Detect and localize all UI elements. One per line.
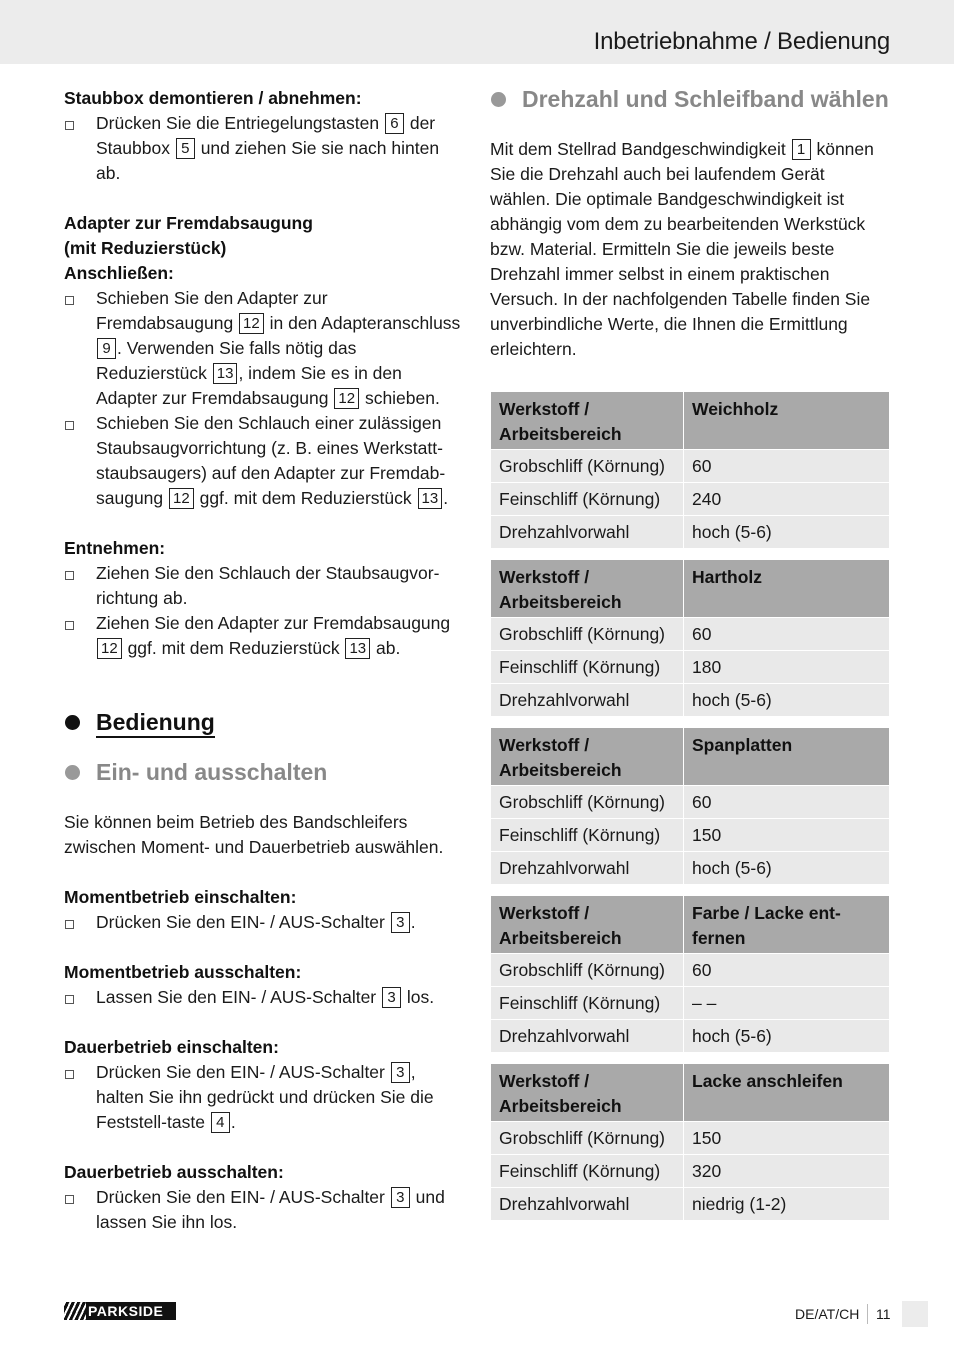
- list-item: Schieben Sie den Adapter zur Fremdabsaugung 12 in den Adapteranschluss 9 . Verwenden Sie falls nötig das Reduzierstück 13 , indem Sie es in den Adapter zur Fremdabsaugung 12 schieben.: [64, 286, 464, 411]
- table-cell: 180: [684, 651, 889, 684]
- material-table: [491, 896, 889, 1053]
- table-cell: niedrig (1-2): [684, 1188, 889, 1221]
- table-header-cell: Werkstoff / Arbeitsbereich: [491, 728, 684, 786]
- list-item: Lassen Sie den EIN- / AUS-Schalter 3 los.: [64, 985, 464, 1010]
- table-row: [491, 987, 889, 1020]
- table-cell: 60: [684, 954, 889, 987]
- table-cell: Feinschliff (Körnung): [491, 651, 684, 684]
- table-cell: Feinschliff (Körnung): [491, 1155, 684, 1188]
- table-header-cell: Lacke anschleifen: [684, 1064, 889, 1122]
- table-row: [491, 651, 889, 684]
- table-row: [491, 786, 889, 819]
- bullet-dot-icon: [65, 765, 80, 780]
- table-cell: Drehzahlvorwahl: [491, 1188, 684, 1221]
- table-header-cell: Spanplatten: [684, 728, 889, 786]
- section-heading-bedienung: Bedienung: [64, 707, 464, 737]
- paragraph: Mit dem Stellrad Bandgeschwindigkeit 1 können Sie die Drehzahl auch bei laufendem Gerät wählen. Die optimale Bandgeschwindigkeit ist abhängig vom dem zu bearbeitenden Werkstück bzw. Material. Ermitteln Sie die jeweils beste Drehzahl immer selbst in einem praktischen Versuch. In der nachfolgenden Tabelle finden Sie unverbindliche Werte, die Ihnen die Ermittlung erleichtern.: [490, 139, 874, 359]
- divider: [867, 1304, 868, 1324]
- part-reference: 13: [345, 638, 370, 659]
- section-heading-drehzahl: Drehzahl und Schleifband wählen: [490, 86, 889, 112]
- part-reference: 3: [382, 987, 401, 1008]
- table-cell: hoch (5-6): [684, 1020, 889, 1053]
- table-cell: 60: [684, 450, 889, 483]
- material-table: [491, 560, 889, 717]
- language-code: DE/AT/CH: [795, 1306, 860, 1322]
- part-reference: 6: [385, 113, 404, 134]
- table-cell: hoch (5-6): [684, 516, 889, 549]
- table-row: [491, 1122, 889, 1155]
- table-row: [491, 1020, 889, 1053]
- table-header-cell: Weichholz: [684, 392, 889, 450]
- page-title: Inbetriebnahme / Bedienung: [593, 28, 890, 55]
- table-cell: Feinschliff (Körnung): [491, 987, 684, 1020]
- table-row: [491, 450, 889, 483]
- table-cell: 320: [684, 1155, 889, 1188]
- table-header-row: [491, 1064, 889, 1122]
- table-row: [491, 1155, 889, 1188]
- table-header-cell: Werkstoff / Arbeitsbereich: [491, 1064, 684, 1122]
- page-tab-marker: [902, 1301, 928, 1327]
- moment-ein-heading: Momentbetrieb einschalten:: [64, 887, 297, 907]
- table-cell: Drehzahlvorwahl: [491, 1020, 684, 1053]
- part-reference: 13: [418, 488, 443, 509]
- section-heading-ein-aus: Ein- und ausschalten: [64, 757, 464, 787]
- table-row: [491, 618, 889, 651]
- bullet-dot-icon: [491, 92, 506, 107]
- table-header-row: [491, 896, 889, 954]
- table-cell: 150: [684, 819, 889, 852]
- table-row: [491, 819, 889, 852]
- material-table: [491, 392, 889, 549]
- table-cell: Grobschliff (Körnung): [491, 1122, 684, 1155]
- list-item: Drücken Sie den EIN- / AUS-Schalter 3 , halten Sie ihn gedrückt und drücken Sie die Feststell-taste 4 .: [64, 1060, 464, 1135]
- list-item: Drücken Sie den EIN- / AUS-Schalter 3 und lassen Sie ihn los.: [64, 1185, 464, 1235]
- table-row: [491, 852, 889, 885]
- table-header-cell: Hartholz: [684, 560, 889, 618]
- part-reference: 13: [213, 363, 238, 384]
- table-header-cell: Farbe / Lacke ent-fernen: [684, 896, 889, 954]
- table-header-cell: Werkstoff / Arbeitsbereich: [491, 560, 684, 618]
- part-reference: 12: [169, 488, 194, 509]
- table-row: [491, 954, 889, 987]
- staubbox-heading: Staubbox demontieren / abnehmen:: [64, 88, 362, 108]
- table-header-row: [491, 392, 889, 450]
- table-cell: hoch (5-6): [684, 684, 889, 717]
- list-item: Ziehen Sie den Schlauch der Staubsaugvor-richtung ab.: [64, 561, 464, 611]
- table-header-cell: Werkstoff / Arbeitsbereich: [491, 896, 684, 954]
- part-reference: 12: [97, 638, 122, 659]
- part-reference: 3: [391, 1062, 410, 1083]
- table-row: [491, 684, 889, 717]
- moment-aus-heading: Momentbetrieb ausschalten:: [64, 962, 302, 982]
- table-header-row: [491, 560, 889, 618]
- brand-logo: PARKSIDE: [64, 1302, 176, 1320]
- table-cell: 150: [684, 1122, 889, 1155]
- part-reference: 5: [176, 138, 195, 159]
- table-cell: – –: [684, 987, 889, 1020]
- left-column: [64, 86, 464, 1235]
- paragraph: Sie können beim Betrieb des Bandschleifers zwischen Moment- und Dauerbetrieb auswählen.: [64, 812, 444, 857]
- part-reference: 12: [334, 388, 359, 409]
- page-number: 11: [876, 1306, 891, 1322]
- dauer-aus-heading: Dauerbetrieb ausschalten:: [64, 1162, 284, 1182]
- list-item: Drücken Sie den EIN- / AUS-Schalter 3 .: [64, 910, 464, 935]
- part-reference: 4: [211, 1112, 230, 1133]
- table-cell: hoch (5-6): [684, 852, 889, 885]
- right-column: [490, 86, 889, 1221]
- table-cell: Grobschliff (Körnung): [491, 954, 684, 987]
- table-cell: Grobschliff (Körnung): [491, 618, 684, 651]
- dauer-ein-heading: Dauerbetrieb einschalten:: [64, 1037, 279, 1057]
- adapter-heading: Adapter zur Fremdabsaugung (mit Reduzierstück) Anschließen:: [64, 213, 313, 283]
- table-header-row: [491, 728, 889, 786]
- material-table: [491, 1064, 889, 1221]
- table-cell: Grobschliff (Körnung): [491, 450, 684, 483]
- logo-stripes-icon: [64, 1302, 86, 1320]
- table-cell: 60: [684, 786, 889, 819]
- table-row: [491, 1188, 889, 1221]
- table-cell: 60: [684, 618, 889, 651]
- table-row: [491, 516, 889, 549]
- table-cell: Drehzahlvorwahl: [491, 516, 684, 549]
- table-row: [491, 483, 889, 516]
- table-cell: Feinschliff (Körnung): [491, 483, 684, 516]
- part-reference: 3: [391, 912, 410, 933]
- bullet-dot-icon: [65, 715, 80, 730]
- table-cell: Grobschliff (Körnung): [491, 786, 684, 819]
- table-header-cell: Werkstoff / Arbeitsbereich: [491, 392, 684, 450]
- part-reference: 12: [239, 313, 264, 334]
- entnehmen-heading: Entnehmen:: [64, 538, 166, 558]
- table-cell: Drehzahlvorwahl: [491, 684, 684, 717]
- part-reference: 9: [97, 338, 116, 359]
- list-item: Ziehen Sie den Adapter zur Fremdabsaugung 12 ggf. mit dem Reduzierstück 13 ab.: [64, 611, 464, 661]
- table-cell: 240: [684, 483, 889, 516]
- table-cell: Drehzahlvorwahl: [491, 852, 684, 885]
- part-reference: 1: [792, 139, 811, 160]
- list-item: Drücken Sie die Entriegelungstasten 6 der Staubbox 5 und ziehen Sie sie nach hinten ab.: [64, 111, 464, 186]
- speed-tables: [490, 392, 889, 1221]
- material-table: [491, 728, 889, 885]
- table-cell: Feinschliff (Körnung): [491, 819, 684, 852]
- part-reference: 3: [391, 1187, 410, 1208]
- list-item: Schieben Sie den Schlauch einer zulässigen Staubsaugvorrichtung (z. B. eines Werkstatt-staubsaugers) auf den Adapter zur Fremdab-saugung 12 ggf. mit dem Reduzierstück 13 .: [64, 411, 464, 511]
